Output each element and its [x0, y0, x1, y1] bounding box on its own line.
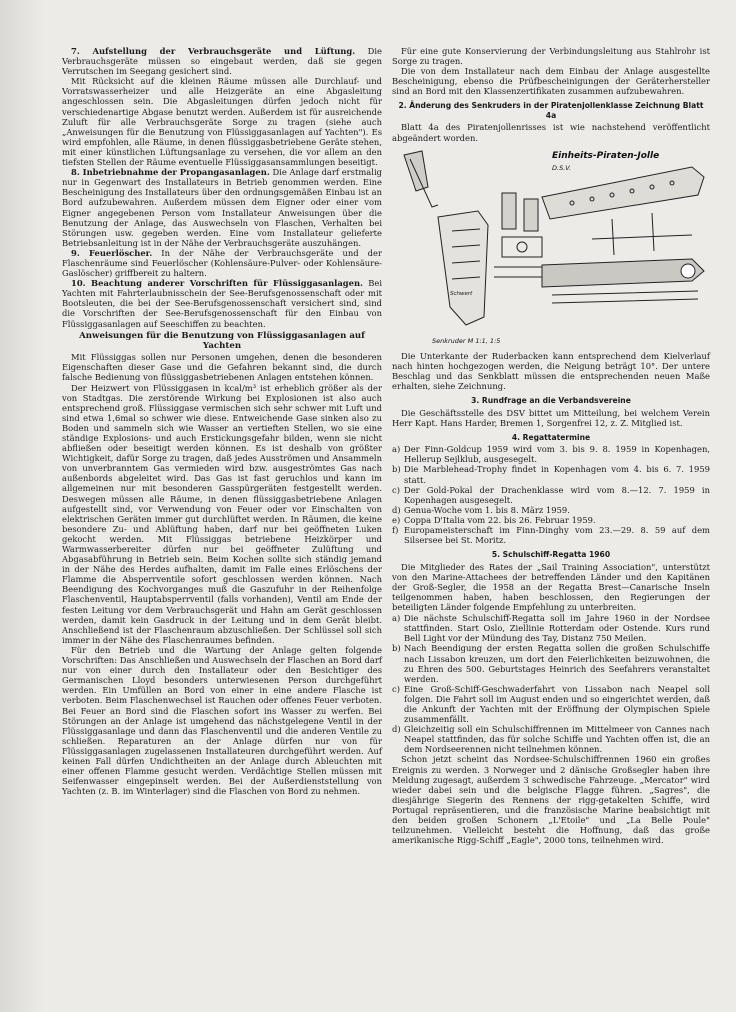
instructions-heading: Anweisungen für die Benutzung von Flüssiggasanlagen auf Yachten: [79, 330, 365, 351]
list-item: b) Die Marblehead-Trophy findet in Kopenhagen vom 4. bis 6. 7. 1959 statt.: [392, 464, 710, 485]
section-10: [62, 278, 382, 328]
section-7: [62, 46, 382, 76]
paragraph: Die Unterkante der Ruderbacken kann entsprechend dem Kielverlauf nach hinten hochgezogen werden, die Neigung beträgt 10°. Der untere Beschlag und das Senkblatt müssen die entsprechenden neuen Maße erhalten, siehe Zeichnung.: [392, 350, 710, 391]
figure-label-senkruder: Senkruder M 1:1, 1:5: [432, 336, 501, 345]
left-column: [62, 46, 382, 796]
list-item: d) Gleichzeitig soll ein Schulschiffrennen im Mittelmeer von Cannes nach Neapel stattfinden, das für solche Schiffe und Yachten offen ist, die an dem Nordseerennen nicht teilnehmen können.: [392, 724, 710, 755]
paragraph: Mit Flüssiggas sollen nur Personen umgehen, denen die besonderen Eigenschaften dieser Gase und die Gefahren bekannt sind, die durch falsche Bedienung von flüssiggasbetriebenen Anlagen entstehen können.: [62, 352, 382, 383]
section-heading-5: 5. Schulschiff-Regatta 1960: [491, 550, 611, 560]
figure-title: Einheits-Piraten-Jolle: [552, 150, 660, 161]
regatta-dates-list: [392, 444, 710, 545]
list-item: b) Nach Beendigung der ersten Regatta sollen die großen Schulschiffe nach Lissabon kreuzen, um dort den Feierlichkeiten beizuwohnen, die zu Ehren des 500. Geburtstages Heinrich des Seefahrers veranstaltet werden.: [392, 643, 710, 684]
section-7-title: 7. Aufstellung der Verbrauchsgeräte und Lüftung.: [71, 46, 356, 56]
section-8-body: Die Anlage darf erstmalig nur in Gegenwart des Installateurs in Betrieb genommen werden. Eine Bescheinigung des Installateurs über den ordnungsgemäßen Einbau ist an Bord aufzubewahren. Außerdem müssen dem Eigner oder einer vom Eigner angegebenen Person vom Installateur Anweisungen über die Benutzung der Anlage, das Auswechseln von Flaschen, Verhalten bei Störungen usw. gegeben werden. Eine vom Installateur gelieferte Betriebsanleitung ist in der Nähe der Verbrauchsgeräte auszuhängen.: [62, 167, 382, 248]
paragraph: Die Mitglieder des Rates der „Sail Training Association", unterstützt von den Marine-Attachees der betreffenden Länder und den Kapitänen der Groß-Segler, die 1958 an der Regatta Brest—Canarische Inseln teilgenommen haben, haben beschlossen, den Regierungen der beteiligten Länder folgende Empfehlung zu unterbreiten.: [392, 561, 710, 613]
paragraph: Die von dem Installateur nach dem Einbau der Anlage ausgestellte Bescheinigung, ebenso die Prüfbescheinigungen der Geräterhersteller sind an Bord mit den Klassenzertifikaten zusammen aufzubewahren.: [392, 66, 710, 97]
paragraph: Schon jetzt scheint das Nordsee-Schulschiffrennen 1960 ein großes Ereignis zu werden. 3 Norweger und 2 dänische Großsegler haben ihre Meldung zugesagt, außerdem 3 schwedische Fahrzeuge. „Mercator" wird wieder dabei sein und die belgische Flagge führen. „Sagres", die diesjährige Siegerin des Rennens der rigg-getakelten Schiffe, wird Portugal repräsentieren, und die französische Marine beabsichtigt mit den beiden großen Schonern „L'Etoile" und „La Belle Poule" teilzunehmen. Vielleicht besteht die Hoffnung, daß das große amerikanische Rigg-Schiff „Eagle", 2000 tons, teilnehmen wird.: [392, 754, 710, 846]
section-7-body: Die Verbrauchsgeräte müssen so eingebaut werden, daß sie gegen Verrutschen im Seegang gesichert sind.: [62, 46, 382, 77]
paragraph: Für eine gute Konservierung der Verbindungsleitung aus Stahlrohr ist Sorge zu tragen.: [392, 46, 710, 67]
rudder-drawing-svg: [392, 147, 710, 347]
section-8: [62, 167, 382, 248]
section-heading-3: 3. Rundfrage an die Verbandsvereine: [471, 396, 631, 406]
figure-subtitle: D.S.V.: [552, 163, 572, 172]
paragraph: Der Heizwert von Flüssiggasen in kcal/m³ ist erheblich größer als der von Stadtgas. Die zerstörende Wirkung bei Explosionen ist also auch entsprechend groß. Flüssiggase vermischen sich sehr schwer mit Luft und sind etwa 1,6mal so schwer wie diese. Entweichende Gase sinken also zu Boden und sammeln sich wie Wasser an vertieften Stellen, wo sie eine ständige Explosions- und auch Erstickungsgefahr bilden, wenn sie nicht abfließen oder beseitigt werden können. Es ist deshalb von größter Wichtigkeit, dafür Sorge zu tragen, daß jedes Ausströmen und Ansammeln von unverbranntem Gas vermieden wird bzw. ausgeströmtes Gas nach außenbords abgeleitet wird. Das Gas ist fast geruchlos und kann im allgemeinen nur mit besonderen Gasspürgeräten festgestellt werden. Deswegen müssen alle Räume, in denen flüssiggasbetriebene Anlagen aufgestellt sind, vor Verwendung von Feuer oder vor Einschalten von elektrischen Geräten immer gut durchlüftet werden. In Räumen, die keine besondere Zu- und Ablüftung haben, darf nur bei geöffneten Luken gekocht werden. Mit Flüssiggas betriebene Heizkörper und Warmwasserbereiter dürfen nur bei geöffneter Zulüftung und Abgasabführung in Betrieb sein. Beim Kochen sollte sich ständig jemand in der Nähe des Herdes aufhalten, damit im Falle eines Erlöschens der Flamme die Absperrventile sofort geschlossen werden können. Nach Beendigung des Kochvorganges muß die Gaszufuhr in der Reihenfolge Flaschenventil, Hauptabsperrventil (falls vorhanden), Ventil am Ende der festen Leitung vor dem Verbrauchsgerät und Hahn am Gerät geschlossen werden, damit kein Gasdruck in der Leitung und in dem Gerät bleibt. Anschließend ist der Flaschenraum abzuschließen. Der Schlüssel soll sich immer in der Nähe des Flaschenraumes befinden.: [62, 382, 382, 645]
section-heading-2: 2. Änderung des Senkruders in der Piratenjollenklasse Zeichnung Blatt 4a: [398, 101, 704, 120]
list-item: e) Coppa D'Italia vom 22. bis 26. Februar 1959.: [392, 514, 596, 525]
right-column: [392, 46, 710, 845]
section-heading-4: 4. Regattatermine: [511, 432, 591, 442]
section-9-body: In der Nähe der Verbrauchsgeräte und der Flaschenräume sind Feuerlöscher (Kohlensäure-Pulver- oder Kohlensäure-Gaslöscher) griffbereit zu haltern.: [62, 247, 383, 279]
list-item: d) Genua-Woche vom 1. bis 8. März 1959.: [392, 504, 570, 515]
paragraph: Mit Rücksicht auf die kleinen Räume müssen alle Durchlauf- und Vorratswasserheizer und alle Heizgeräte an eine Abgasleitung angeschlossen sein. Die Abgasleitungen dürfen jedoch nicht für verschiedenartige Abgase benutzt werden. Außerdem ist für ausreichende Zuluft für alle Verbrauchsgeräte Sorge zu tragen (siehe auch „Anweisungen für die Benutzung von Flüssiggasanlagen auf Yachten"). Es wird empfohlen, alle Räume, in denen flüssiggasbetriebene Geräte stehen, mit einer künstlichen Lüftungsanlage zu versehen, die vor allem an den tiefsten Stellen der Räume eventuelle Flüssiggasansammlungen beseitigt.: [62, 76, 382, 168]
paragraph: Blatt 4a des Piratenjollenrisses ist wie nachstehend veröffentlicht abgeändert worden.: [392, 122, 710, 143]
rudder-drawing: [392, 147, 710, 347]
list-item: a) Die nächste Schulschiff-Regatta soll im Jahre 1960 in der Nordsee stattfinden. Start Oslo, Ziellinie Rotterdam oder Ostende. Kurs rund Bell Light vor der Mündung des Tay, Distanz 750 Meilen.: [392, 613, 710, 644]
section-10-title: 10. Beachtung anderer Vorschriften für Flüssiggasanlagen.: [71, 278, 363, 289]
list-item: c) Eine Groß-Schiff-Geschwaderfahrt von Lissabon nach Neapel soll folgen. Die Fahrt soll im August enden und so eingerichtet werden, daß die Ankunft der Yachten mit der Eröffnung der Olympischen Spiele zusammenfällt.: [392, 683, 710, 725]
paragraph: Für den Betrieb und die Wartung der Anlage gelten folgende Vorschriften: Das Anschließen und Auswechseln der Flaschen an Bord darf nur von einer durch den Installateur oder den Besichtiger des Germanischen Lloyd besonders unterwiesenen Person durchgeführt werden. Ein Umfüllen an Bord von einer in eine andere Flasche ist verboten. Beim Flaschenwechsel ist Rauchen oder offenes Feuer verboten. Bei Feuer an Bord sind die Flaschen sofort ins Wasser zu werfen. Bei Störungen an der Anlage ist umgehend das nächstgelegene Ventil in der Flüssiggasanlage und dann das Flaschenventil und die anderen Ventile zu schließen. Reparaturen an der Anlage dürfen nur von für Flüssiggasanlagen zugelassenen Installateuren durchgeführt werden. Auf keinen Fall dürfen Undichtheiten an der Anlage durch Ableuchten mit einer offenen Flamme gesucht werden. Verdächtige Stellen müssen mit Seifenwasser eingepinselt werden. Bei der Außerdienststellung von Yachten (z. B. im Winterlager) sind die Flaschen von Bord zu nehmen.: [62, 644, 382, 797]
list-item: f) Europameisterschaft im Finn-Dinghy vom 23.—29. 8. 59 auf dem Silsersee bei St. Moritz.: [392, 524, 710, 546]
list-item: c) Der Gold-Pokal der Drachenklasse wird vom 8.—12. 7. 1959 in Kopenhagen ausgesegelt.: [392, 484, 710, 505]
section-9-title: 9. Feuerlöscher.: [71, 247, 153, 258]
section-8-title: 8. Inbetriebnahme der Propangasanlagen.: [71, 167, 270, 178]
section-10-body: Bei Yachten mit Fahrterlaubnisschein der See-Berufsgenossenschaft oder mit Bootsleuten, die bei der See-Berufsgenossenschaft versichert sind, sind die Vorschriften der See-Berufsgenossenschaft für den Einbau von Flüssiggasanlagen auf Seeschiffen zu beachten.: [62, 278, 382, 329]
binding-shadow: [0, 0, 44, 1012]
paragraph: Die Geschäftsstelle des DSV bittet um Mitteilung, bei welchem Verein Herr Kapt. Hans Harder, Bremen 1, Sorgenfrei 12, z. Z. Mitglied ist.: [392, 407, 710, 428]
figure-label-schwert: Schwert: [450, 290, 473, 297]
section-9: [62, 248, 382, 278]
list-item: a) Der Finn-Goldcup 1959 wird vom 3. bis 9. 8. 1959 in Kopenhagen, Hellerup Sejlklub, ausgesegelt.: [392, 444, 710, 465]
recommendation-list: [392, 613, 710, 754]
